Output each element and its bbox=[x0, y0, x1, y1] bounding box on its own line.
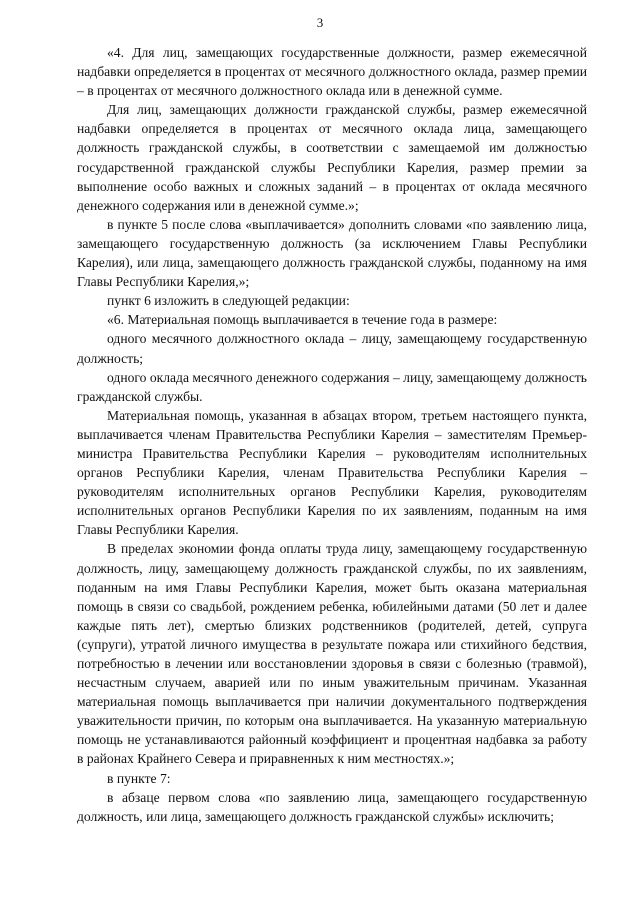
paragraph-5: «6. Материальная помощь выплачивается в течение года в размере: bbox=[107, 312, 498, 328]
paragraph-10: в пункте 7: bbox=[107, 770, 171, 786]
paragraph-1: «4. Для лиц, замещающих государственные должности, размер ежемесячной надбавки определяется в процентах от месячного должностного оклада, размер премии – в процентах от месячного должностного оклада или в денежной сумме. bbox=[77, 45, 587, 99]
paragraph-8: Материальная помощь, указанная в абзацах втором, третьем настоящего пункта, выплачивается членам Правительства Республики Карелия – заместителям Премьер-министра Правительства Республики Карелия – руководителям исполнительных органов Республики Карелия, членам Правительства Республики Карелия – руководителям исполнительных органов Республики Карелия, руководителям исполнительных органов Республики Карелия по их заявлениям, поданным на имя Главы Республики Карелия. bbox=[77, 407, 587, 538]
paragraph-9: В пределах экономии фонда оплаты труда лицу, замещающему государственную должность, лицу, замещающему должность гражданской службы, по их заявлениям, поданным на имя Главы Республики Карелия, может быть оказана материальная помощь в связи со свадьбой, рождением ребенка, юбилейными датами (50 лет и далее каждые пять лет), смертью близких родственников (родителей, детей, супруга (супруги), утратой личного имущества в результате пожара или стихийного бедствия, потребностью в лечении или восстановлении здоровья в связи с болезнью (травмой), несчастным случаем, аварией или по иным уважительным причинам. Указанная материальная помощь выплачивается при наличии документального подтверждения уважительности причин, по которым она выплачивается. На указанную материальную помощь не устанавливаются районный коэффициент и процентная надбавка за работу в районах Крайнего Севера и приравненных к ним местностях.»; bbox=[77, 541, 587, 767]
paragraph-7: одного оклада месячного денежного содержания – лицу, замещающему должность гражданской службы. bbox=[77, 369, 588, 404]
paragraph-6: одного месячного должностного оклада – лицу, замещающему государственную должность; bbox=[77, 331, 587, 366]
paragraph-2: Для лиц, замещающих должности гражданской службы, размер ежемесячной надбавки определяется в процентах от месячного оклада лица, замещающего должность гражданской службы, в соответствии с замещаемой им должностью государственной гражданской службы Республики Карелия, размер премии за выполнение особо важных и сложных заданий – в процентах от оклада месячного денежного содержания или в денежной сумме.»; bbox=[77, 102, 587, 213]
document-body bbox=[77, 43, 587, 826]
paragraph-3: в пункте 5 после слова «выплачивается» дополнить словами «по заявлению лица, замещающего государственную должность (за исключением Главы Республики Карелия), или лица, замещающего должность гражданской службы, поданному на имя Главы Республики Карелия,»; bbox=[77, 216, 587, 290]
paragraph-4: пункт 6 изложить в следующей редакции: bbox=[107, 293, 350, 309]
paragraph-11: в абзаце первом слова «по заявлению лица, замещающего государственную должность, или лица, замещающего должность гражданской службы» исключить; bbox=[77, 789, 587, 824]
page-number: 3 bbox=[316, 15, 324, 30]
